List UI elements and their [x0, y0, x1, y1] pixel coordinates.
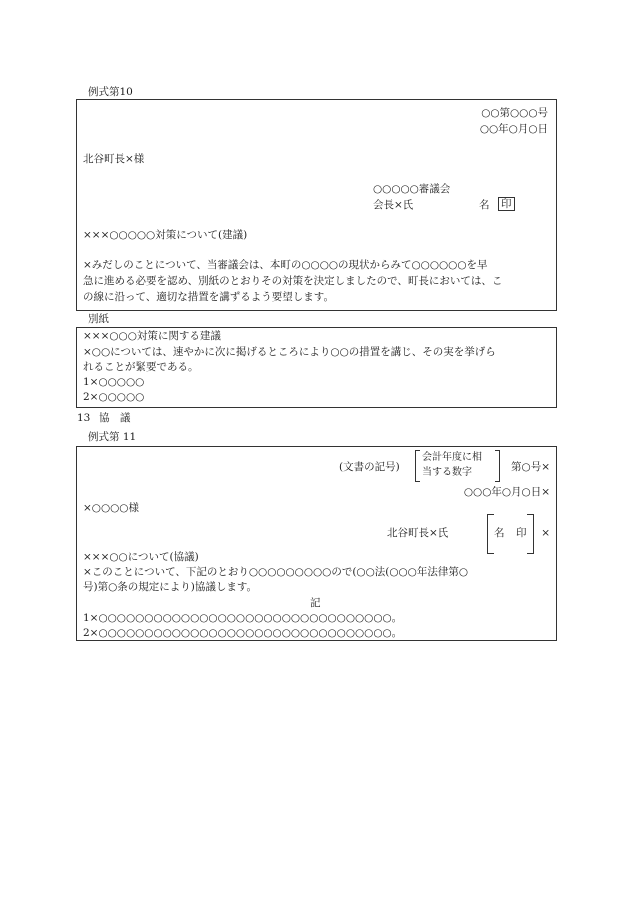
- form11-box: [76, 446, 557, 641]
- attachment-line: ×○○については、速やかに次に掲げるところにより○○の措置を講じ、その実を挙げら: [83, 346, 496, 358]
- bracket-line-1: 会計年度に相: [422, 452, 482, 463]
- section-title: 協 議: [99, 412, 131, 424]
- form11-ki-heading: 記: [310, 597, 321, 609]
- seal-mark: 印: [498, 197, 515, 211]
- form11-body-line: ×このことについて、下記のとおり○○○○○○○○○ので(○○法(○○○年法律第○: [83, 566, 468, 578]
- form10-seal: [498, 197, 515, 212]
- form10-addressee: 北谷町長×様: [83, 153, 145, 165]
- form11-trailing-x: ×: [541, 527, 550, 539]
- section-number: 13: [77, 412, 91, 424]
- form10-box: [76, 99, 557, 311]
- form11-item: 1×○○○○○○○○○○○○○○○○○○○○○○○○○○○○○○○○。: [83, 612, 403, 624]
- form10-body-line: ×みだしのことについて、当審議会は、本町の○○○○の現状からみて○○○○○○を早: [83, 259, 488, 271]
- form11-seal-char: 印: [516, 527, 527, 539]
- form11-bracket-note: [415, 450, 500, 482]
- attachment-label: 別紙: [88, 313, 109, 325]
- seal-frame-left: [487, 514, 494, 554]
- form10-subject: ×××○○○○○対策について(建議): [83, 229, 248, 241]
- form11-doc-code-prefix: (文書の記号): [339, 461, 400, 473]
- form10-date: ○○年○月○日: [479, 123, 548, 135]
- form11-name-label: 名: [494, 527, 505, 539]
- attachment-line: 2×○○○○○: [83, 391, 145, 403]
- form10-body-line: の線に沿って、適切な措置を講ずるよう要望します。: [83, 291, 334, 303]
- attachment-line: れることが緊要である。: [83, 361, 199, 373]
- form11-body-line: 号)第○条の規定により)協議します。: [83, 581, 258, 593]
- right-bracket: [495, 450, 500, 482]
- form10-doc-number: ○○第○○○号: [481, 107, 548, 119]
- attachment-box: [76, 327, 557, 408]
- form10-name-label: 名: [479, 199, 490, 211]
- form10-chair: 会長×氏: [373, 199, 414, 211]
- left-bracket: [415, 450, 420, 482]
- form10-council-name: ○○○○○審議会: [373, 183, 451, 195]
- seal-frame-right: [527, 514, 534, 554]
- attachment-line: ×××○○○対策に関する建議: [83, 330, 221, 342]
- form11-date: ○○○年○月○日×: [463, 486, 550, 498]
- form10-body-line: 急に進める必要を認め、別紙のとおりその対策を決定しましたので、町長においては、こ: [83, 275, 503, 287]
- form10-label: 例式第10: [88, 86, 133, 98]
- bracket-line-2: 当する数字: [422, 467, 472, 478]
- form11-item: 2×○○○○○○○○○○○○○○○○○○○○○○○○○○○○○○○○。: [83, 627, 403, 639]
- form11-doc-code-suffix: 第○号×: [511, 461, 550, 473]
- form11-label: 例式第 11: [88, 431, 137, 443]
- form11-sender: 北谷町長×氏: [387, 527, 449, 539]
- form11-addressee: ×○○○○様: [83, 502, 139, 514]
- attachment-line: 1×○○○○○: [83, 376, 145, 388]
- form11-subject: ×××○○について(協議): [83, 551, 199, 563]
